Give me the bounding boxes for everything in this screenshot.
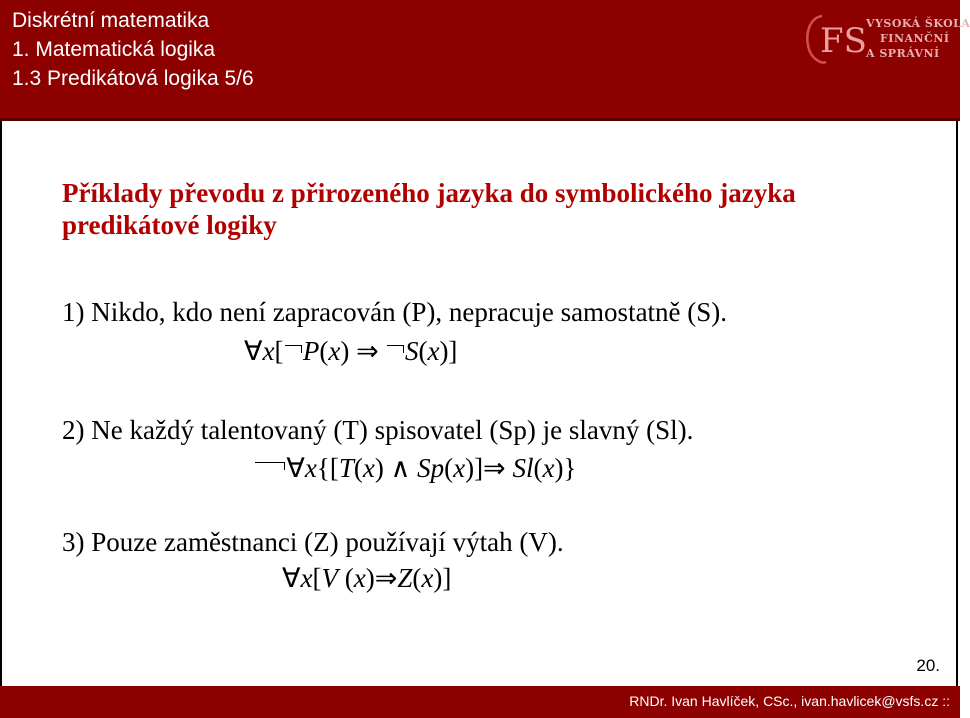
section-title: 1.3 Predikátová logika 5/6 [12,67,254,90]
slide-content [0,121,958,686]
example-2-formula: ∀x{[T(x) ∧ Sp(x)]⇒ Sl(x)} [286,453,577,483]
logo-mark-text: FS [820,21,867,61]
course-title: Diskrétní matematika [12,9,210,32]
slide-header [0,0,970,121]
formula-part: ∀x[ [244,336,284,366]
author-info: RNDr. Ivan Havlíček, CSc., ivan.havlicek@vsfs.cz :: [629,693,950,709]
slide-title: Příklady převodu z přirozeného jazyka do symbolického jazyka predikátové logiky [62,178,796,240]
school-logo [800,8,970,68]
page-number: 20. [916,656,940,675]
vsfs-logo-icon [800,8,867,68]
chapter-title: 1. Matematická logika [12,38,216,61]
example-2-text: 2) Ne každý talentovaný (T) spisovatel (Sp) je slavný (Sl). [62,415,694,445]
logo-line-1: VYSOKÁ ŠKOLA [866,17,970,30]
slide-footer [0,686,960,718]
logo-text [866,16,970,61]
header-titles [12,6,254,93]
logo-line-2: FINANČNÍ [880,32,950,45]
example-1-text: 1) Nikdo, kdo není zapracován (P), nepracuje samostatně (S). [62,297,728,327]
example-1-formula: ∀x[ P(x) ⇒ S(x)] [244,336,458,366]
example-3-formula: ∀x[V (x)⇒Z(x)] [282,563,452,593]
logo-line-3: A SPRÁVNÍ [866,47,940,60]
example-3-text: 3) Pouze zaměstnanci (Z) používají výtah (V). [62,527,564,557]
